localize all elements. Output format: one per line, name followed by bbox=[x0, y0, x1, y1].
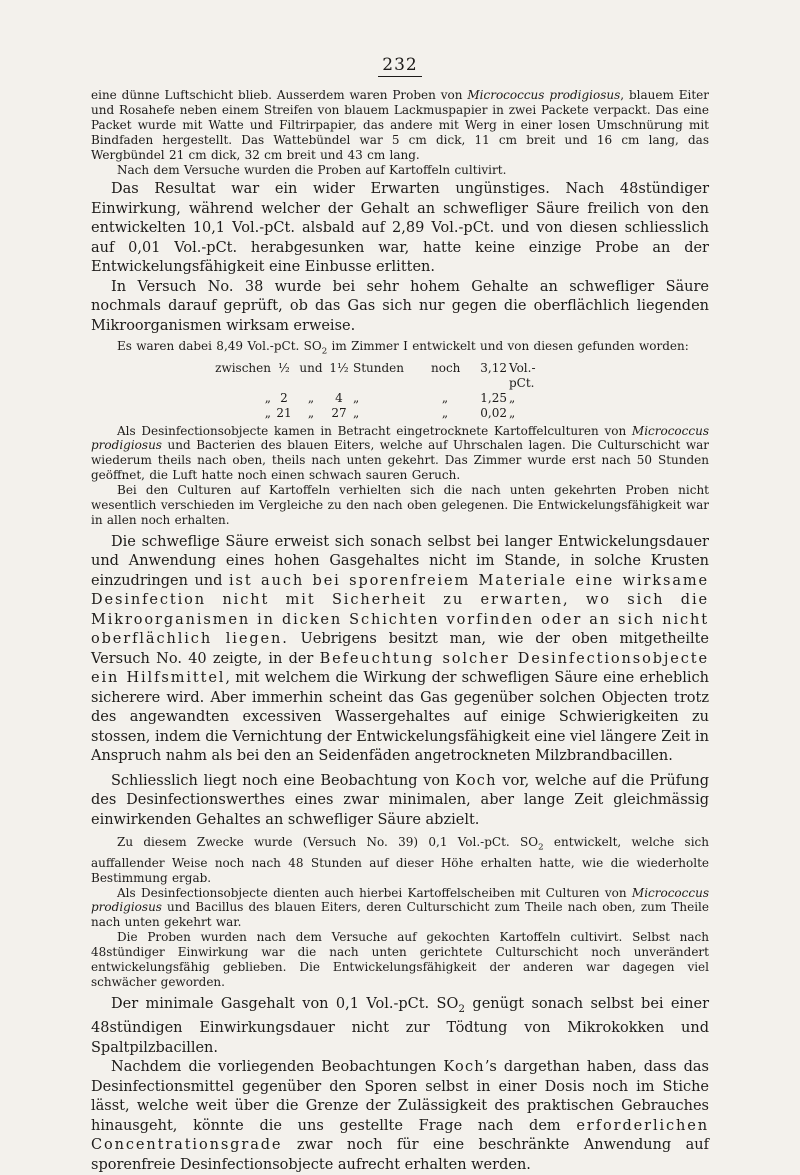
paragraph-nachdem: Nachdem die vorliegenden Beobachtungen Koch’s dargethan haben, dass das Desinfectionsmittel gegenüber den Sporen selbst in einer Dosis noch im Stiche lässt, welche weit über die Grenze der Zulässigkeit des praktischen Gebrauches hinausgeht, könnte die uns gestellte Frage nach dem erforderlichen Concentrationsgrade zwar noch für eine beschränkte Anwendung auf sporenfreie Desinfectionsobjecte aufrecht erhalten werden. bbox=[91, 1059, 709, 1173]
paragraph-schweflige-saeure: Die schweflige Säure erweist sich sonach selbst bei langer Entwickelungsdauer und Anwendung eines hohen Gasgehaltes nicht im Stande, in solche Krusten einzudringen und ist auch bei sporenfreiem Materiale eine wirksame Desinfection nicht mit Sicherheit zu erwarten, wo sich die Mikroorganismen in dicken Schichten vorfinden oder an sich nicht oberflächlich liegen. Uebrigens besitzt man, wie der oben mitgetheilte Versuch No. 40 zeigte, in der Befeuchtung solcher Desinfectionsobjecte ein Hilfsmittel, mit welchem die Wirkung der schwefligen Säure eine erheblich sicherere wird. Aber immerhin scheint das Gas gegenüber solchen Objecten trotz des angewandten excessiven Wassergehaltes auf einige Schwierigkeiten zu stossen, indem die Vernichtung der Entwickelungsfähigkeit eine viel längere Zeit in Anspruch nahm als bei den an Seidenfäden angetrockneten Milzbrandbacillen. bbox=[91, 533, 710, 765]
paragraph-desinfectionsobjecte-2: Als Desinfectionsobjecte dienten auch hierbei Kartoffelscheiben mit Culturen von Micrococcus prodigiosus und Bacillus des blauen Eiters, deren Culturschicht zum Theile nach oben, zum Theile nach unten gekehrt war. bbox=[91, 885, 709, 930]
paragraph-versuch-38: In Versuch No. 38 wurde bei sehr hohem Gehalte an schwefliger Säure nochmals darauf geprüft, ob das Gas sich nur gegen die oberflächlich liegenden Mikroorganismen wirksam erweise. bbox=[91, 278, 709, 334]
concentration-table bbox=[91, 361, 709, 422]
page-number: 232 bbox=[0, 55, 800, 75]
paragraph-table-intro: Es waren dabei 8,49 Vol.-pCt. $SO_2$ im Zimmer I entwickelt und von diesen gefunden worden: bbox=[117, 339, 689, 357]
paragraph-resultat: Das Resultat war ein wider Erwarten ungünstiges. Nach 48stündiger Einwirkung, während welcher der Gehalt an schwefliger Säure freilich von den entwickelten 10,1 Vol.-pCt. alsbald auf 2,89 Vol.-pCt. und von diesen schliesslich auf 0,01 Vol.-pCt. herabgesunken war, hatte keine einzige Probe an der Entwickelungsfähigkeit eine Einbusse erlitten. bbox=[91, 181, 709, 276]
page-body bbox=[91, 88, 709, 1175]
paragraph-culturen: Bei den Culturen auf Kartoffeln verhielten sich die nach unten gekehrten Proben nicht wesentlich verschieden im Vergleiche zu den nach oben gelegenen. Die Entwickelungsfähigkeit war in allen noch erhalten. bbox=[91, 483, 709, 527]
paragraph-koch-beobachtung: Schliesslich liegt noch eine Beobachtung von Koch vor, welche auf die Prüfung des Desinfectionswerthes eines zwar minimalen, aber lange Zeit gleichmässig einwirkenden Gehaltes an schwefliger Säure abzielt. bbox=[91, 772, 709, 828]
paragraph-cultivirt: Nach dem Versuche wurden die Proben auf Kartoffeln cultivirt. bbox=[117, 162, 507, 177]
paragraph-packet-description: eine dünne Luftschicht blieb. Ausserdem waren Proben von Micrococcus prodigiosus, blauem Eiter und Rosahefe neben einem Streifen von blauem Lackmuspapier in zwei Packete verpackt. Das eine Packet wurde mit Watte und Filtrirpapier, das andere mit Werg in einer losen Umschnürung mit Bindfaden hergestellt. Das Wattebündel war 5 cm dick, 11 cm breit und 16 cm lang, das Wergbündel 21 cm dick, 32 cm breit und 43 cm lang. bbox=[91, 88, 709, 162]
paragraph-versuch-39: Zu diesem Zwecke wurde (Versuch No. 39) 0,1 Vol.-pCt. $SO_2$ entwickelt, welche sich auffallender Weise noch nach 48 Stunden auf dieser Höhe erhalten hatte, wie die wiederholte Bestimmung ergab. bbox=[91, 835, 709, 885]
paragraph-minimaler-gasgehalt: Der minimale Gasgehalt von 0,1 Vol.-pCt. $SO_2$ genügt sonach selbst bei einer 48stündigen Einwirkungsdauer nicht zur Tödtung von Mikrokokken und Spaltpilzbacillen. bbox=[91, 995, 709, 1056]
table-row: zwischen ½ und 1½ Stunden noch 3,12 Vol.-pCt. bbox=[215, 360, 536, 390]
table-row: „ 21 „ 27 „ „ 0,02 „ bbox=[264, 406, 516, 421]
table-row: „ 2 „ 4 „ „ 1,25 „ bbox=[264, 391, 516, 406]
paragraph-proben: Die Proben wurden nach dem Versuche auf gekochten Kartoffeln cultivirt. Selbst nach 48stündiger Einwirkung war die nach unten gerichtete Culturschicht noch unverändert entwickelungsfähig geblieben. Die Entwickelungsfähigkeit der anderen war dagegen viel schwächer geworden. bbox=[91, 930, 709, 989]
paragraph-desinfectionsobjecte-1: Als Desinfectionsobjecte kamen in Betracht eingetrocknete Kartoffelculturen von Micrococcus prodigiosus und Bacterien des blauen Eiters, welche auf Uhrschalen lagen. Die Culturschicht war wiederum theils nach oben, theils nach unten gekehrt. Das Zimmer wurde erst nach 50 Stunden geöffnet, die Luft hatte noch einen schwach sauren Geruch. bbox=[91, 423, 709, 483]
